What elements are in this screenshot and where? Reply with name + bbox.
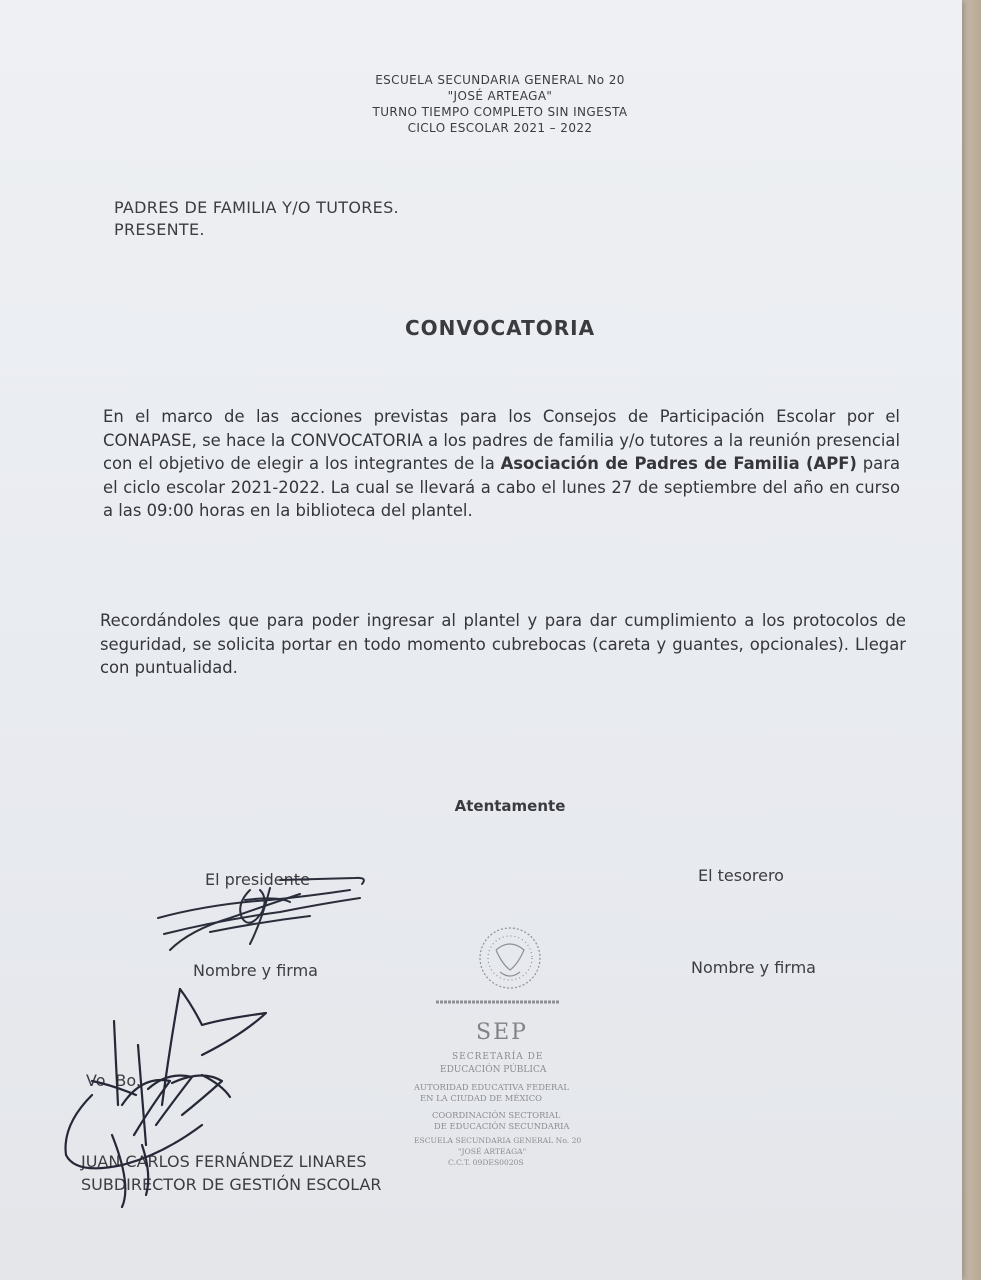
treasurer-caption: Nombre y firma — [691, 958, 816, 977]
president-caption: Nombre y firma — [193, 961, 318, 980]
eagle-emblem-icon — [400, 920, 590, 1015]
official-seal — [400, 920, 590, 1180]
president-role: El presidente — [205, 870, 310, 889]
addressee-present: PRESENTE. — [114, 220, 205, 239]
school-line: ESCUELA SECUNDARIA GENERAL No 20 — [375, 73, 625, 87]
seal-line: EDUCACIÓN PÚBLICA — [440, 1065, 547, 1075]
seal-line: SECRETARÍA DE — [452, 1052, 544, 1062]
seal-line: AUTORIDAD EDUCATIVA FEDERAL — [414, 1082, 569, 1092]
seal-line: ESCUELA SECUNDARIA GENERAL No. 20 — [414, 1136, 582, 1145]
approval-label: Vo. Bo. — [86, 1071, 141, 1090]
seal-line: COORDINACIÓN SECTORIAL — [432, 1110, 561, 1120]
seal-org: SEP — [476, 1020, 528, 1045]
closing: Atentamente — [454, 797, 566, 815]
seal-line: EN LA CIUDAD DE MÉXICO — [420, 1093, 543, 1103]
addressee-line: PADRES DE FAMILIA Y/O TUTORES. — [114, 198, 399, 217]
shift-line: TURNO TIEMPO COMPLETO SIN INGESTA — [372, 105, 628, 119]
approver-name: JUAN CARLOS FERNÁNDEZ LINARES — [81, 1152, 367, 1171]
paragraph-bold-text: Asociación de Padres de Familia (APF) — [500, 454, 857, 473]
school-name-line: "JOSÉ ARTEAGA" — [447, 89, 553, 103]
body-paragraph-1 — [103, 405, 900, 523]
cycle-line: CICLO ESCOLAR 2021 – 2022 — [407, 121, 593, 135]
paragraph-text: En el marco de las acciones previstas para los Consejos de Participación Escolar por el CONAPASE, se hace la CONVOCATORIA a los padres de familia y/o tutores a la reunión presencial con el objetivo de elegir a los integrantes de la — [103, 407, 900, 473]
treasurer-role: El tesorero — [698, 866, 784, 885]
seal-line: DE EDUCACIÓN SECUNDARIA — [434, 1121, 570, 1131]
body-paragraph-2: Recordándoles que para poder ingresar al plantel y para dar cumplimiento a los protocolos de seguridad, se solicita portar en todo momento cubrebocas (careta y guantes, opcionales). Llegar con puntualidad. — [100, 611, 906, 677]
letterhead — [250, 72, 750, 136]
paragraph-text: para el ciclo escolar 2021-2022. La cual se llevará a cabo el lunes 27 de septiembre del año en curso a las 09:00 horas en la biblioteca del plantel. — [103, 454, 900, 520]
approver-title: SUBDIRECTOR DE GESTIÓN ESCOLAR — [81, 1175, 382, 1194]
document-title: CONVOCATORIA — [404, 316, 596, 340]
addressee — [114, 197, 399, 241]
seal-line: "JOSÉ ARTEAGA" — [458, 1147, 527, 1156]
seal-line: C.C.T. 09DES0020S — [448, 1158, 524, 1167]
